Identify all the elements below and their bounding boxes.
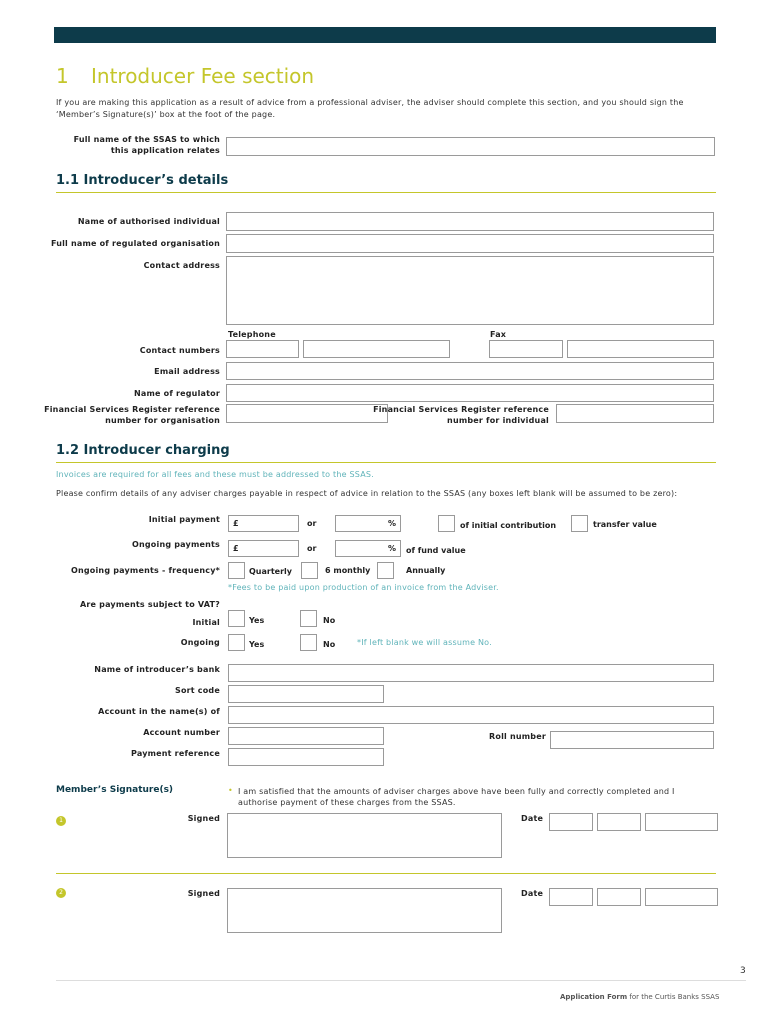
vat-initial-label: Initial bbox=[192, 618, 220, 627]
account-names-label: Account in the name(s) of bbox=[98, 707, 220, 716]
section-number: 1 bbox=[56, 64, 69, 88]
ssas-name-label bbox=[70, 134, 220, 156]
signatory-marker-1: 1 bbox=[56, 816, 66, 826]
percent-sign: % bbox=[387, 544, 396, 553]
date-year-field-1[interactable] bbox=[645, 813, 718, 831]
authorised-individual-field[interactable] bbox=[226, 212, 714, 231]
initial-contribution-checkbox[interactable] bbox=[438, 515, 455, 532]
annually-label: Annually bbox=[406, 566, 446, 575]
introducer-rule bbox=[56, 192, 716, 193]
frequency-label: Ongoing payments - frequency* bbox=[70, 566, 220, 575]
telephone-label: Telephone bbox=[228, 330, 276, 339]
account-number-field[interactable] bbox=[228, 727, 384, 745]
fsr-org-label-line2: number for organisation bbox=[105, 416, 220, 425]
annually-checkbox[interactable] bbox=[377, 562, 394, 579]
contact-numbers-label: Contact numbers bbox=[139, 346, 220, 355]
regulator-label: Name of regulator bbox=[133, 389, 220, 398]
email-label: Email address bbox=[154, 367, 220, 376]
date-year-field-2[interactable] bbox=[645, 888, 718, 906]
footer-text bbox=[560, 993, 719, 1001]
ssas-name-label-line1: Full name of the SSAS to which bbox=[73, 135, 220, 144]
ongoing-payments-label: Ongoing payments bbox=[131, 540, 220, 549]
intro-text: If you are making this application as a result of advice from a professional adviser, the adviser should complete this section, and you should sign the ‘Member’s Signature(s)’ box at the foot of the page. bbox=[56, 98, 684, 119]
fsr-ind-field[interactable] bbox=[556, 404, 714, 423]
date-month-field-2[interactable] bbox=[597, 888, 641, 906]
or-label: or bbox=[307, 519, 317, 528]
signatory-marker-2: 2 bbox=[56, 888, 66, 898]
fees-note: *Fees to be paid upon production of an invoice from the Adviser. bbox=[228, 583, 499, 592]
quarterly-label: Quarterly bbox=[249, 567, 292, 576]
signature-divider bbox=[56, 873, 716, 874]
or-label: or bbox=[307, 544, 317, 553]
vat-ongoing-no-label: No bbox=[323, 640, 336, 649]
signature-heading: Member’s Signature(s) bbox=[56, 785, 174, 795]
vat-initial-yes-label: Yes bbox=[249, 616, 265, 625]
ongoing-payment-amount-field[interactable] bbox=[228, 540, 299, 557]
transfer-value-label: transfer value bbox=[593, 520, 657, 529]
introducer-heading: 1.1 Introducer’s details bbox=[56, 173, 229, 188]
charging-rule bbox=[56, 462, 716, 463]
ssas-name-label-line2: this application relates bbox=[110, 146, 220, 155]
fsr-ind-label-line1: Financial Services Register reference bbox=[373, 405, 549, 414]
signature-field-1[interactable] bbox=[227, 813, 502, 858]
fax-code-field[interactable] bbox=[489, 340, 563, 358]
date-label-1: Date bbox=[521, 814, 544, 823]
fsr-ind-label-line2: number for individual bbox=[447, 416, 549, 425]
ongoing-payment-percent-field[interactable] bbox=[335, 540, 401, 557]
fund-value-label: of fund value bbox=[406, 546, 466, 555]
fsr-ind-label bbox=[350, 404, 549, 426]
invoice-note: Invoices are required for all fees and these must be addressed to the SSAS. bbox=[56, 470, 374, 479]
header-bar bbox=[54, 27, 716, 43]
date-month-field-1[interactable] bbox=[597, 813, 641, 831]
initial-payment-amount-field[interactable] bbox=[228, 515, 299, 532]
signature-field-2[interactable] bbox=[227, 888, 502, 933]
footer-rest: for the Curtis Banks SSAS bbox=[627, 993, 720, 1001]
footer-rule bbox=[56, 980, 746, 981]
regulated-org-label: Full name of regulated organisation bbox=[50, 239, 220, 248]
six-monthly-label: 6 monthly bbox=[325, 566, 371, 575]
transfer-value-checkbox[interactable] bbox=[571, 515, 588, 532]
telephone-code-field[interactable] bbox=[226, 340, 299, 358]
regulated-org-field[interactable] bbox=[226, 234, 714, 253]
payment-reference-label: Payment reference bbox=[131, 749, 220, 758]
sort-code-label: Sort code bbox=[174, 686, 220, 695]
date-day-field-1[interactable] bbox=[549, 813, 593, 831]
fsr-org-label-line1: Financial Services Register reference bbox=[44, 405, 220, 414]
vat-initial-yes-checkbox[interactable] bbox=[228, 610, 245, 627]
signed-label-2: Signed bbox=[187, 889, 220, 898]
signature-statement: I am satisfied that the amounts of adviser charges above have been fully and correctly completed and I authorise payment of these charges from the SSAS. bbox=[238, 787, 675, 807]
page-number: 3 bbox=[740, 966, 746, 976]
contact-address-label: Contact address bbox=[143, 261, 220, 270]
section-title: Introducer Fee section bbox=[91, 64, 315, 88]
vat-initial-no-checkbox[interactable] bbox=[300, 610, 317, 627]
blank-note: *If left blank we will assume No. bbox=[357, 638, 492, 647]
roll-number-field[interactable] bbox=[550, 731, 714, 749]
vat-ongoing-label: Ongoing bbox=[180, 638, 220, 647]
initial-payment-percent-field[interactable] bbox=[335, 515, 401, 532]
six-monthly-checkbox[interactable] bbox=[301, 562, 318, 579]
footer-form-name: Application Form bbox=[560, 993, 628, 1001]
bank-name-label: Name of introducer’s bank bbox=[94, 665, 220, 674]
vat-ongoing-no-checkbox[interactable] bbox=[300, 634, 317, 651]
vat-ongoing-yes-checkbox[interactable] bbox=[228, 634, 245, 651]
bullet-icon: • bbox=[228, 786, 233, 795]
quarterly-checkbox[interactable] bbox=[228, 562, 245, 579]
pound-sign: £ bbox=[233, 519, 239, 528]
ssas-name-field[interactable] bbox=[226, 137, 715, 156]
fax-label: Fax bbox=[490, 330, 507, 339]
roll-number-label: Roll number bbox=[489, 732, 546, 741]
percent-sign: % bbox=[387, 519, 396, 528]
charging-heading: 1.2 Introducer charging bbox=[56, 443, 230, 458]
vat-ongoing-yes-label: Yes bbox=[249, 640, 265, 649]
bank-name-field[interactable] bbox=[228, 664, 714, 682]
initial-contribution-label: of initial contribution bbox=[460, 521, 557, 530]
regulator-field[interactable] bbox=[226, 384, 714, 402]
telephone-number-field[interactable] bbox=[303, 340, 450, 358]
signed-label-1: Signed bbox=[187, 814, 220, 823]
date-day-field-2[interactable] bbox=[549, 888, 593, 906]
contact-address-field[interactable] bbox=[226, 256, 714, 325]
vat-question: Are payments subject to VAT? bbox=[80, 600, 220, 609]
account-names-field[interactable] bbox=[228, 706, 714, 724]
vat-initial-no-label: No bbox=[323, 616, 336, 625]
sort-code-field[interactable] bbox=[228, 685, 384, 703]
date-label-2: Date bbox=[521, 889, 544, 898]
initial-payment-label: Initial payment bbox=[148, 515, 220, 524]
email-field[interactable] bbox=[226, 362, 714, 380]
fsr-org-label bbox=[40, 404, 220, 426]
fax-number-field[interactable] bbox=[567, 340, 714, 358]
payment-reference-field[interactable] bbox=[228, 748, 384, 766]
account-number-label: Account number bbox=[143, 728, 220, 737]
confirm-text: Please confirm details of any adviser charges payable in respect of advice in relation to the SSAS (any boxes left blank will be assumed to be zero): bbox=[56, 489, 678, 498]
pound-sign: £ bbox=[233, 544, 239, 553]
authorised-individual-label: Name of authorised individual bbox=[77, 217, 220, 226]
